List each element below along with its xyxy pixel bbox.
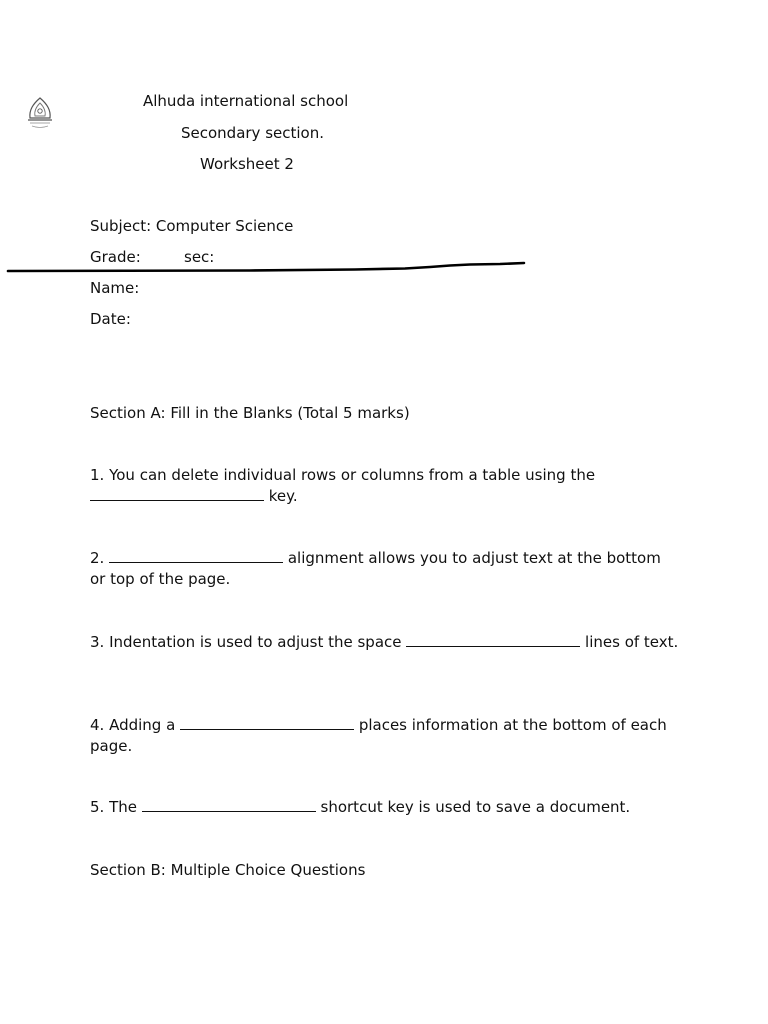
name-label: Name: (90, 279, 140, 297)
sec-label: sec: (184, 248, 215, 266)
answer-blank (109, 548, 283, 563)
question-4-before: 4. Adding a (90, 716, 181, 734)
answer-blank (180, 715, 354, 730)
hand-drawn-line (0, 255, 540, 279)
question-4 (90, 715, 680, 757)
question-2-before: 2. (90, 549, 110, 567)
question-3 (90, 632, 680, 653)
question-5 (90, 797, 680, 818)
question-3-before: 3. Indentation is used to adjust the space (90, 633, 407, 651)
section-b-title: Section B: Multiple Choice Questions (90, 861, 366, 879)
answer-blank (90, 486, 264, 501)
subject-label: Subject: Computer Science (90, 217, 294, 235)
section-a-title: Section A: Fill in the Blanks (Total 5 marks) (90, 404, 410, 422)
question-2 (90, 548, 680, 590)
school-name: Alhuda international school (143, 92, 349, 110)
question-1-after: key. (264, 487, 298, 505)
question-2-after: alignment allows you to adjust text at the bottom or top of the page. (90, 549, 661, 588)
question-5-after: shortcut key is used to save a document. (315, 798, 631, 816)
question-3-after: lines of text. (580, 633, 679, 651)
date-label: Date: (90, 310, 131, 328)
section-name: Secondary section. (181, 124, 324, 142)
question-5-before: 5. The (90, 798, 142, 816)
school-logo-icon (24, 96, 56, 130)
grade-label: Grade: (90, 248, 141, 266)
question-1-before: 1. You can delete individual rows or columns from a table using the (90, 466, 596, 484)
worksheet-title: Worksheet 2 (200, 155, 294, 173)
question-1 (90, 465, 680, 507)
question-4-after: places information at the bottom of each page. (90, 716, 667, 755)
answer-blank (406, 632, 580, 647)
answer-blank (142, 797, 316, 812)
